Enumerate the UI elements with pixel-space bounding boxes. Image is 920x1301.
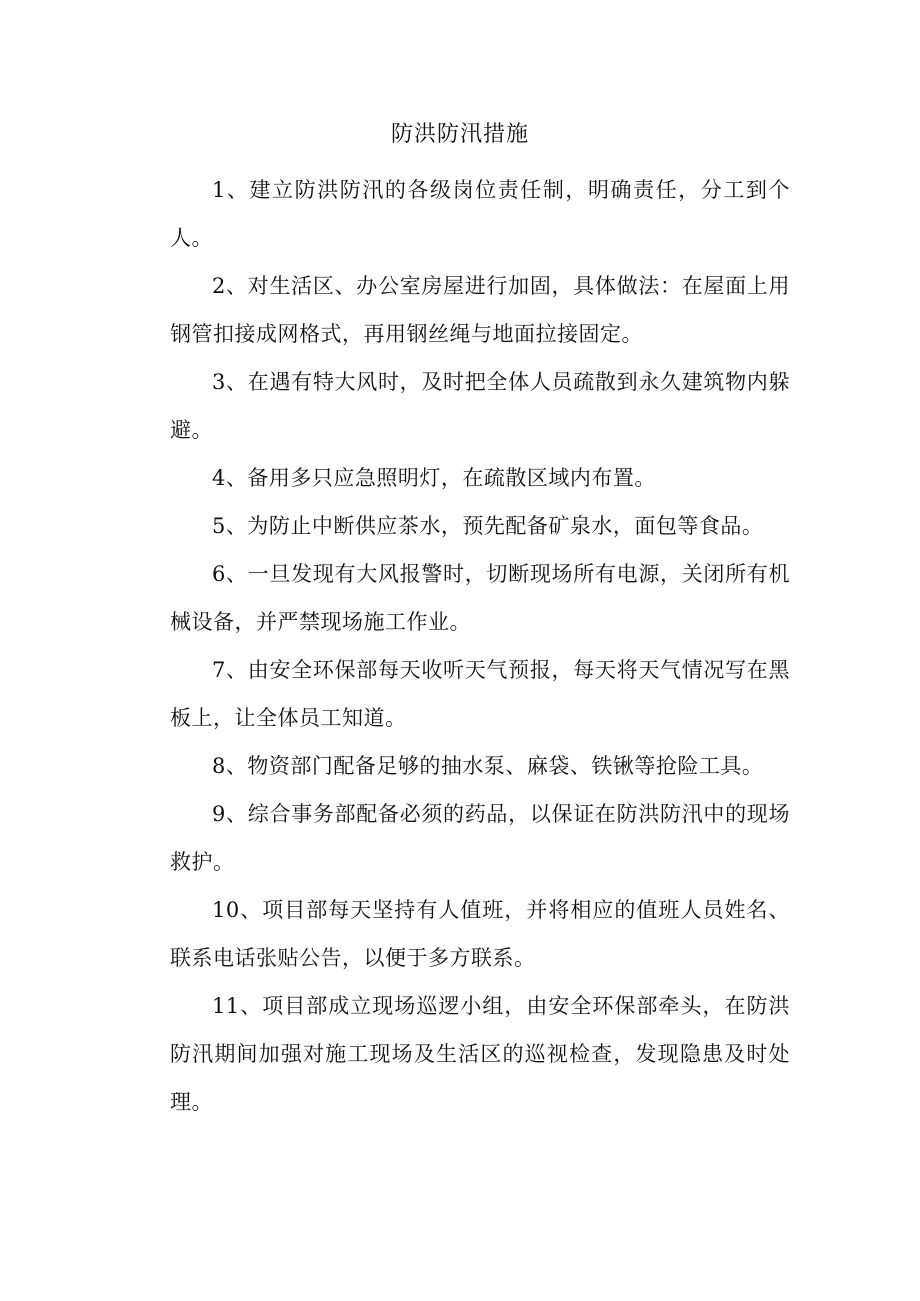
paragraph-10: 10、项目部每天坚持有人值班，并将相应的值班人员姓名、联系电话张贴公告，以便于多方联系。 xyxy=(170,898,790,970)
document-title: 防洪防汛措施 xyxy=(390,122,529,147)
paragraph-8: 8、物资部门配备足够的抽水泵、麻袋、铁锹等抢险工具。 xyxy=(212,754,764,778)
paragraph-11: 11、项目部成立现场巡逻小组，由安全环保部牵头，在防洪防汛期间加强对施工现场及生活区的巡视检查，发现隐患及时处理。 xyxy=(170,994,790,1114)
paragraph-1: 1、建立防洪防汛的各级岗位责任制，明确责任，分工到个人。 xyxy=(170,178,790,250)
paragraph-3: 3、在遇有特大风时，及时把全体人员疏散到永久建筑物内躲避。 xyxy=(170,370,790,442)
paragraph-9: 9、综合事务部配备必须的药品，以保证在防洪防汛中的现场救护。 xyxy=(170,802,790,874)
paragraph-4: 4、备用多只应急照明灯，在疏散区域内布置。 xyxy=(212,466,656,490)
document-body xyxy=(170,166,790,1126)
paragraph-5: 5、为防止中断供应茶水，预先配备矿泉水，面包等食品。 xyxy=(212,514,764,538)
paragraph-2: 2、对生活区、办公室房屋进行加固，具体做法：在屋面上用钢管扣接成网格式，再用钢丝绳与地面拉接固定。 xyxy=(170,274,790,346)
paragraph-6: 6、一旦发现有大风报警时，切断现场所有电源，关闭所有机械设备，并严禁现场施工作业。 xyxy=(170,562,790,634)
paragraph-7: 7、由安全环保部每天收听天气预报，每天将天气情况写在黑板上，让全体员工知道。 xyxy=(170,658,790,730)
